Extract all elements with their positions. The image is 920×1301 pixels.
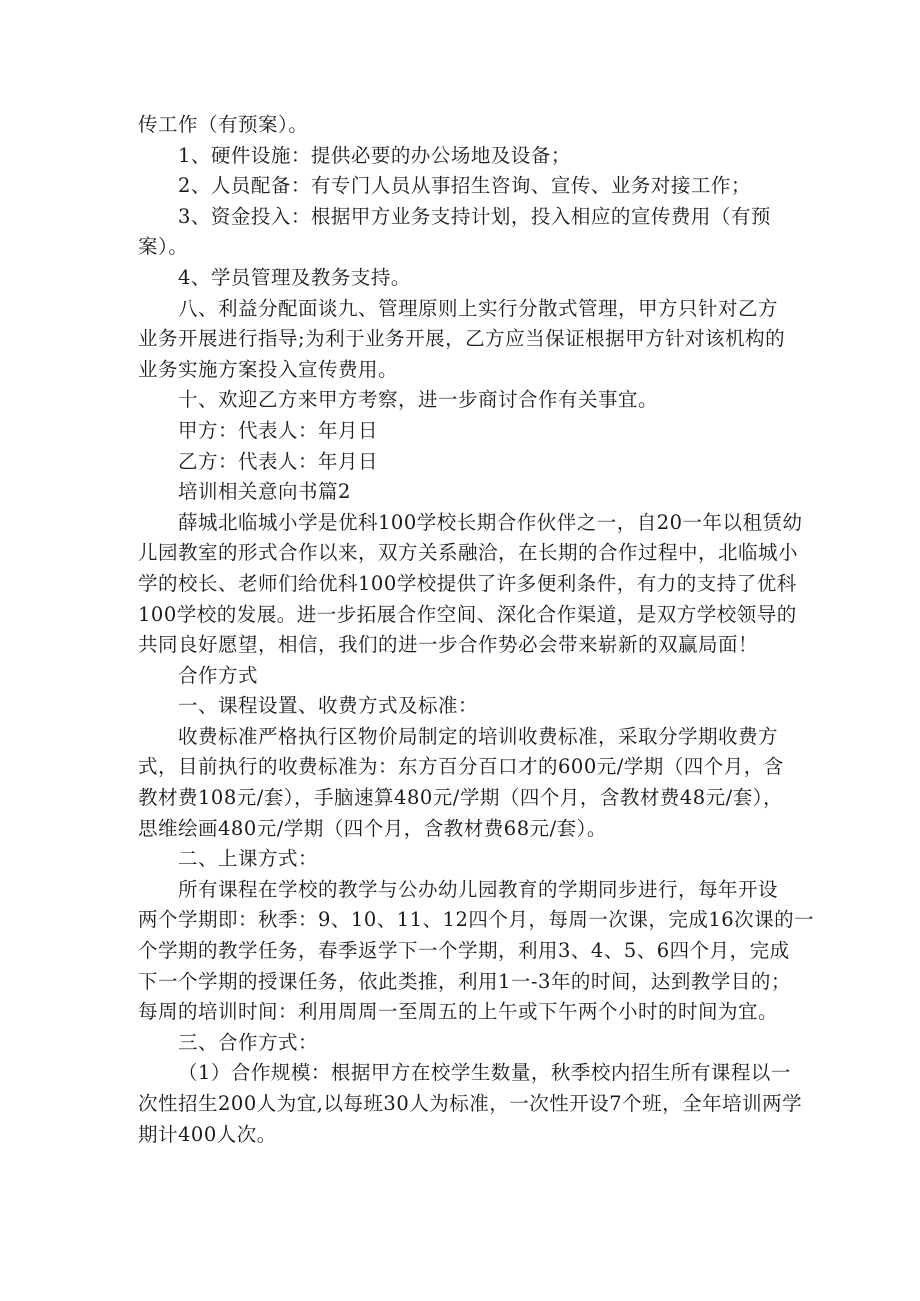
text-line: 收费标准严格执行区物价局制定的培训收费标准，采取分学期收费方 [178,724,779,748]
text-line: 次性招生200人为宜,以每班30人为标准，一次性开设7个班，全年培训两学 [138,1092,803,1115]
text-line: 儿园教室的形式合作以来，双方关系融洽，在长期的合作过程中，北临城小 [138,541,799,565]
text-line: 案）。 [138,235,189,259]
text-line: 业务开展进行指导;为利于业务开展，乙方应当保证根据甲方针对该机构的 [138,327,786,351]
text-line: 传工作（有预案）。 [138,113,309,136]
text-line: 薛城北临城小学是优科100学校长期合作伙伴之一，自20一年以租赁幼 [178,510,803,534]
text-line: 思维绘画480元/学期（四个月，含教材费68元/套）。 [138,816,607,840]
text-line: （1）合作规模：根据甲方在校学生数量，秋季校内招生所有课程以一 [178,1061,791,1085]
text-line: 期计400人次。 [138,1122,277,1146]
text-line: 教材费108元/套），手脑速算480元/学期（四个月，含教材费48元/套）， [138,786,783,810]
text-line: 合作方式 [178,663,259,687]
text-line: 学的校长、老师们给优科100学校提供了许多便利条件，有力的支持了优科 [138,571,797,595]
text-line: 100学校的发展。进一步拓展合作空间、深化合作渠道，是双方学校领导的 [138,602,797,626]
document-body [138,110,815,1150]
text-line: 二、上课方式： [178,847,319,871]
text-line: 一、课程设置、收费方式及标准： [178,694,479,718]
text-line: 共同良好愿望，相信，我们的进一步合作势必会带来崭新的双赢局面！ [138,633,759,657]
text-line: 八、利益分配面谈九、管理原则上实行分散式管理，甲方只针对乙方 [178,296,779,320]
text-line: 个学期的教学任务，春季返学下一个学期，利用3、4、5、6四个月，完成 [138,939,790,963]
text-line: 三、合作方式： [178,1030,319,1054]
text-line: 每周的培训时间：利用周周一至周五的上午或下午两个小时的时间为宜。 [138,1000,779,1024]
text-line: 1、硬件设施：提供必要的办公场地及设备； [178,143,571,167]
text-line: 4、学员管理及教务支持。 [178,265,411,289]
text-line: 两个学期即：秋季：9、10、11、12四个月，每周一次课，完成16次课的一 [138,908,815,932]
text-line: 式，目前执行的收费标准为：东方百分百口才的600元/学期（四个月，含 [138,755,784,779]
text-line: 下一个学期的授课任务，依此类推，利用1一-3年的时间，达到教学目的； [138,969,791,993]
text-line: 乙方：代表人：年月日 [178,449,379,473]
text-line: 3、资金投入：根据甲方业务支持计划，投入相应的宣传费用（有预 [178,204,771,228]
text-line: 业务实施方案投入宣传费用。 [138,357,399,381]
text-line: 甲方：代表人：年月日 [178,418,379,442]
text-line: 培训相关意向书篇2 [178,480,351,504]
text-line: 2、人员配备：有专门人员从事招生咨询、宣传、业务对接工作； [178,174,751,198]
text-line: 十、欢迎乙方来甲方考察，进一步商讨合作有关事宜。 [178,388,659,412]
text-line: 所有课程在学校的教学与公办幼儿园教育的学期同步进行，每年开设 [178,877,779,901]
